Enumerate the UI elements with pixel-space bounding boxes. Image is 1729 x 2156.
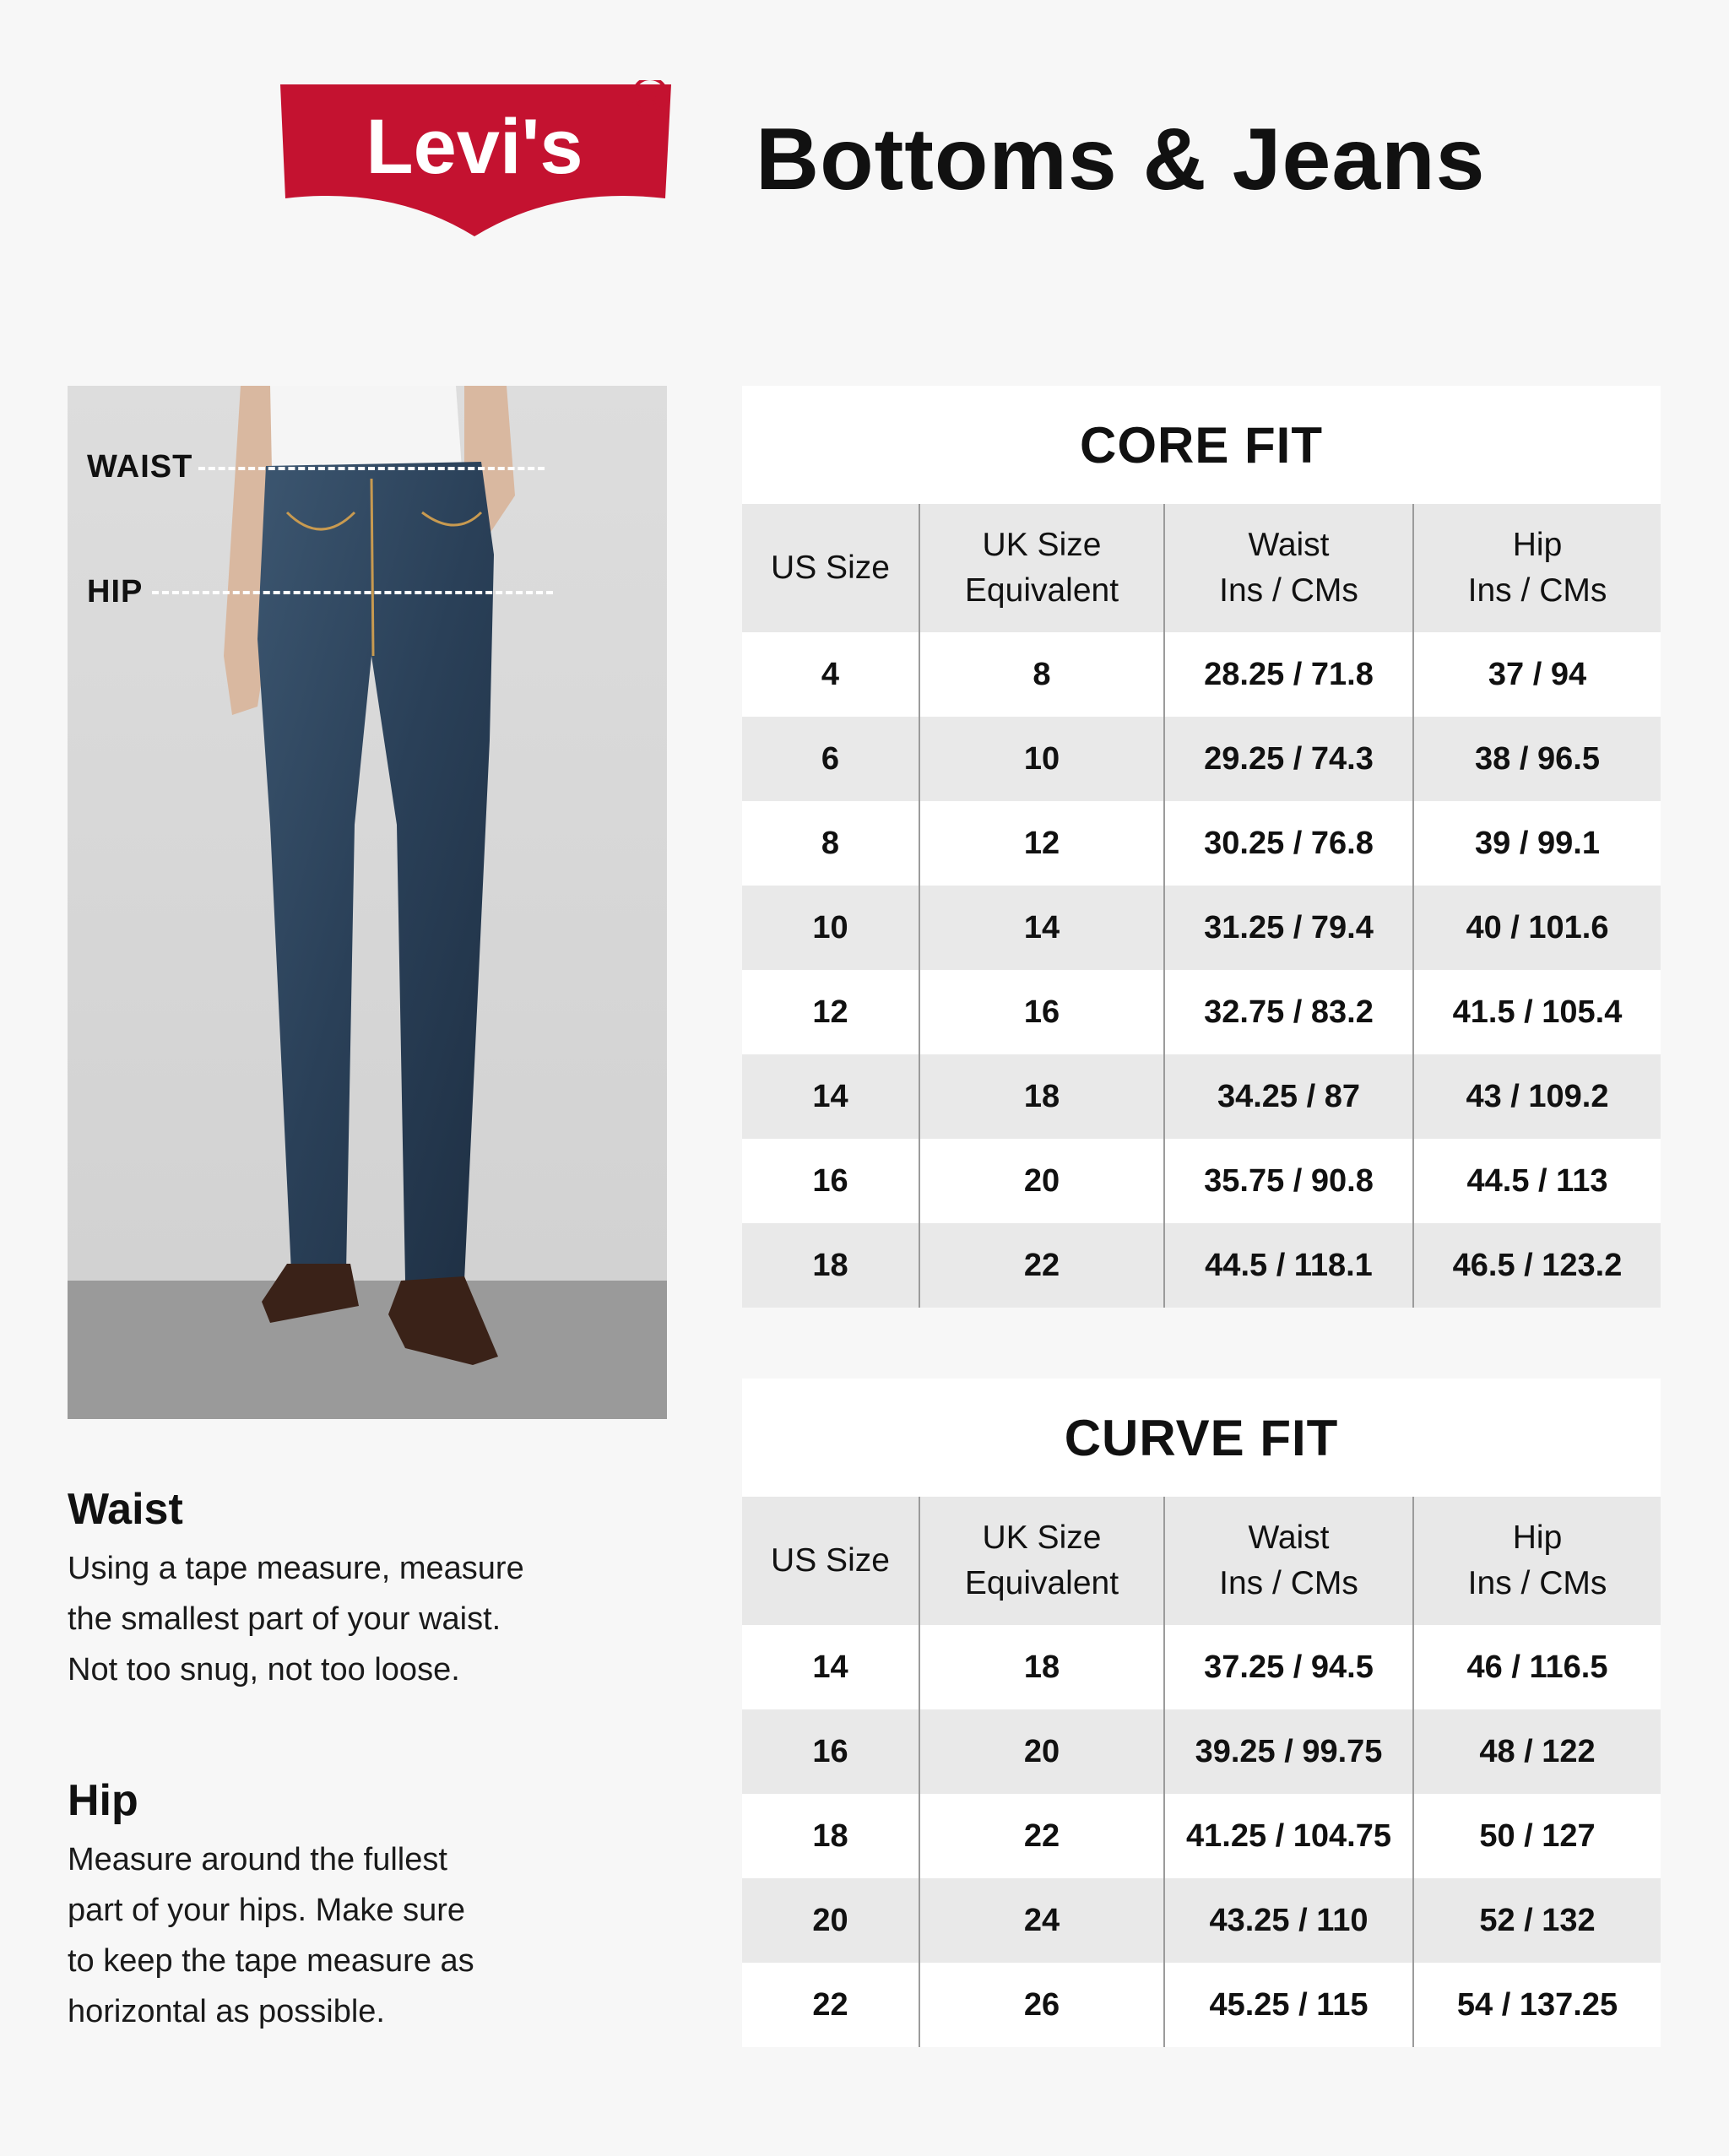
table-cell: 39 / 99.1	[1413, 801, 1661, 886]
table-row	[742, 1963, 1661, 2047]
waist-guide-text: Using a tape measure, measure the smallest part of your waist. Not too snug, not too loose.	[68, 1551, 524, 1687]
table-cell: 8	[919, 632, 1164, 717]
table-cell: 28.25 / 71.8	[1164, 632, 1413, 717]
header-uk-size: UK Size Equivalent	[919, 1497, 1164, 1625]
table-cell: 16	[919, 970, 1164, 1054]
table-cell: 18	[919, 1625, 1164, 1709]
waist-measure-label: WAIST	[87, 449, 193, 485]
waist-guide	[68, 1484, 608, 1695]
logo-wordmark: Levi's	[366, 104, 583, 190]
table-cell: 14	[919, 886, 1164, 970]
core-fit-table	[742, 386, 1661, 1308]
table-row	[742, 1794, 1661, 1878]
table-cell: 30.25 / 76.8	[1164, 801, 1413, 886]
curve-fit-title: CURVE FIT	[742, 1379, 1661, 1497]
curve-fit-table	[742, 1379, 1661, 2047]
table-row	[742, 886, 1661, 970]
hip-guide-line	[152, 591, 553, 594]
table-cell: 20	[919, 1139, 1164, 1223]
table-cell: 50 / 127	[1413, 1794, 1661, 1878]
table-cell: 35.75 / 90.8	[1164, 1139, 1413, 1223]
table-cell: 41.5 / 105.4	[1413, 970, 1661, 1054]
table-row	[742, 1054, 1661, 1139]
waist-guide-line	[198, 467, 545, 470]
table-cell: 22	[742, 1963, 919, 2047]
header-uk-size: UK Size Equivalent	[919, 504, 1164, 632]
table-cell: 12	[742, 970, 919, 1054]
table-row	[742, 1223, 1661, 1308]
table-cell: 31.25 / 79.4	[1164, 886, 1413, 970]
table-row	[742, 1139, 1661, 1223]
header-hip: Hip Ins / CMs	[1413, 1497, 1661, 1625]
core-fit-title: CORE FIT	[742, 386, 1661, 504]
table-cell: 10	[919, 717, 1164, 801]
table-cell: 40 / 101.6	[1413, 886, 1661, 970]
table-cell: 18	[919, 1054, 1164, 1139]
table-cell: 20	[919, 1709, 1164, 1794]
table-cell: 16	[742, 1139, 919, 1223]
table-cell: 32.75 / 83.2	[1164, 970, 1413, 1054]
table-cell: 44.5 / 118.1	[1164, 1223, 1413, 1308]
table-cell: 18	[742, 1794, 919, 1878]
table-cell: 48 / 122	[1413, 1709, 1661, 1794]
table-cell: 46.5 / 123.2	[1413, 1223, 1661, 1308]
table-cell: 37 / 94	[1413, 632, 1661, 717]
header-waist: Waist Ins / CMs	[1164, 504, 1413, 632]
table-cell: 22	[919, 1223, 1164, 1308]
table-cell: 4	[742, 632, 919, 717]
table-cell: 10	[742, 886, 919, 970]
table-cell: 41.25 / 104.75	[1164, 1794, 1413, 1878]
waist-guide-title: Waist	[68, 1485, 183, 1534]
table-cell: 43.25 / 110	[1164, 1878, 1413, 1963]
table-cell: 45.25 / 115	[1164, 1963, 1413, 2047]
header-hip: Hip Ins / CMs	[1413, 504, 1661, 632]
table-cell: 6	[742, 717, 919, 801]
header-us-size: US Size	[742, 504, 919, 632]
table-row	[742, 1878, 1661, 1963]
table-cell: 34.25 / 87	[1164, 1054, 1413, 1139]
table-row	[742, 717, 1661, 801]
header-us-size: US Size	[742, 1497, 919, 1625]
table-row	[742, 1709, 1661, 1794]
page-title: Bottoms & Jeans	[756, 111, 1486, 209]
table-cell: 46 / 116.5	[1413, 1625, 1661, 1709]
header-waist: Waist Ins / CMs	[1164, 1497, 1413, 1625]
table-cell: 20	[742, 1878, 919, 1963]
table-row	[742, 1625, 1661, 1709]
table-cell: 12	[919, 801, 1164, 886]
table-cell: 44.5 / 113	[1413, 1139, 1661, 1223]
table-row	[742, 970, 1661, 1054]
hip-guide	[68, 1775, 608, 2037]
registered-mark: R	[642, 87, 658, 110]
table-cell: 52 / 132	[1413, 1878, 1661, 1963]
table-row	[742, 801, 1661, 886]
table-cell: 54 / 137.25	[1413, 1963, 1661, 2047]
hip-guide-text: Measure around the fullest part of your hips. Make sure to keep the tape measure as horizontal as possible.	[68, 1842, 474, 2029]
table-cell: 26	[919, 1963, 1164, 2047]
table-cell: 22	[919, 1794, 1164, 1878]
table-cell: 38 / 96.5	[1413, 717, 1661, 801]
table-cell: 16	[742, 1709, 919, 1794]
table-cell: 14	[742, 1625, 919, 1709]
hip-guide-title: Hip	[68, 1776, 138, 1825]
table-cell: 29.25 / 74.3	[1164, 717, 1413, 801]
table-cell: 39.25 / 99.75	[1164, 1709, 1413, 1794]
table-cell: 37.25 / 94.5	[1164, 1625, 1413, 1709]
table-cell: 14	[742, 1054, 919, 1139]
table-cell: 8	[742, 801, 919, 886]
table-row	[742, 632, 1661, 717]
levis-logo	[279, 80, 675, 245]
table-cell: 43 / 109.2	[1413, 1054, 1661, 1139]
model-photo	[68, 386, 667, 1419]
table-cell: 18	[742, 1223, 919, 1308]
hip-measure-label: HIP	[87, 574, 144, 609]
table-cell: 24	[919, 1878, 1164, 1963]
